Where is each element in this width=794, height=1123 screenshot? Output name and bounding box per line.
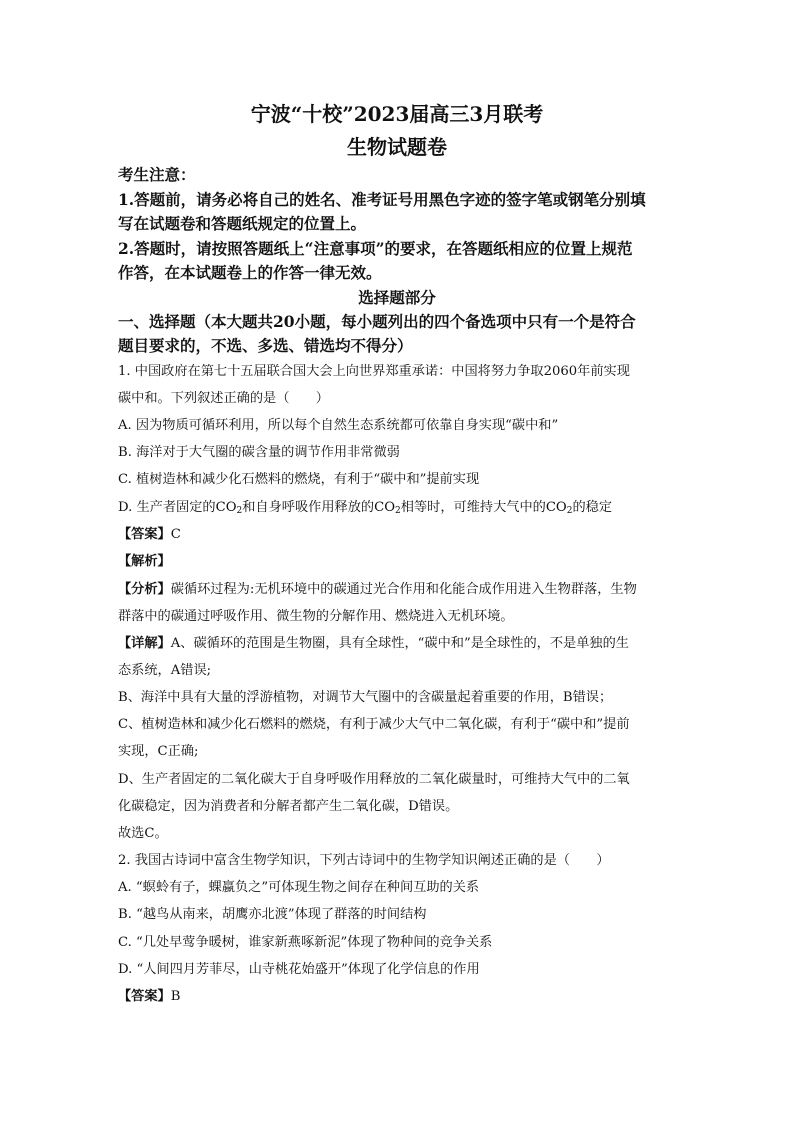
q2-stem: 2. 我国古诗词中富含生物学知识，下列古诗词中的生物学知识阐述正确的是（ ） [118, 853, 610, 868]
q1-xiangjie-line-3: B、海洋中具有大量的浮游植物，对调节大气圈中的含碳量起着重要的作用，B错误； [118, 690, 613, 705]
q1-stem-line-2: 碳中和。下列叙述正确的是（ ） [118, 391, 329, 406]
q1-option-b: B. 海洋对于大气圈的碳含量的调节作用非常微弱 [118, 445, 400, 460]
q1-option-c: C. 植树造林和减少化石燃料的燃烧，有利于“碳中和”提前实现 [118, 472, 480, 487]
part-title: 选择题部分 [358, 288, 436, 307]
exam-subtitle: 生物试题卷 [347, 135, 447, 159]
q1-fenxi-line-1: 【分析】碳循环过程为:无机环境中的碳通过光合作用和化能合成作用进入生物群落，生物 [118, 582, 637, 597]
q2-option-a: A. “螟蛉有子，蜾蠃负之”可体现生物之间存在种间互助的关系 [118, 880, 480, 895]
section-heading-line-2: 题目要求的，不选、多选、错选均不得分） [118, 336, 413, 355]
q1-xiangjie-line-6: D、生产者固定的二氧化碳大于自身呼吸作用释放的二氧化碳量时，可维持大气中的二氧 [118, 772, 630, 787]
q1-stem-line-1: 1. 中国政府在第七十五届联合国大会上向世界郑重承诺：中国将努力争取2060年前实现 [118, 364, 630, 379]
q2-answer: 【答案】B [118, 989, 181, 1004]
q1-analysis-label: 【解析】 [118, 554, 171, 569]
q1-xiangjie-line-7: 化碳稳定，因为消费者和分解者都产生二氧化碳，D错误。 [118, 799, 459, 814]
q1-xiangjie-line-1: 【详解】A、碳循环的范围是生物圈，具有全球性，“碳中和”是全球性的，不是单独的生 [118, 636, 629, 651]
q1-option-a: A. 因为物质可循环利用，所以每个自然生态系统都可依靠自身实现“碳中和” [118, 418, 559, 433]
q1-xiangjie-line-4: C、植树造林和减少化石燃料的燃烧，有利于减少大气中二氧化碳，有利于“碳中和”提前 [118, 717, 630, 732]
q2-option-d: D. “人间四月芳菲尽，山寺桃花始盛开”体现了化学信息的作用 [118, 962, 480, 977]
notice-heading: 考生注意： [118, 165, 196, 184]
q1-xiangjie-line-5: 实现，C正确; [118, 744, 199, 759]
notice-item-2-line-1: 2.答题时，请按照答题纸上“注意事项”的要求，在答题纸相应的位置上规范 [118, 239, 633, 258]
q1-fenxi-line-2: 群落中的碳通过呼吸作用、微生物的分解作用、燃烧进入无机环境。 [118, 609, 514, 624]
notice-item-2-line-2: 作答，在本试题卷上的作答一律无效。 [118, 263, 382, 282]
q2-option-c: C. “几处早莺争暖树，谁家新燕啄新泥”体现了物种间的竞争关系 [118, 935, 493, 950]
q1-answer: 【答案】C [118, 527, 181, 542]
exam-title: 宁波“十校”2023届高三3月联考 [250, 102, 544, 126]
notice-item-1-line-1: 1.答题前，请务必将自己的姓名、准考证号用黑色字迹的签字笔或钢笔分别填 [118, 190, 646, 209]
q2-option-b: B. “越鸟从南来，胡鹰亦北渡”体现了群落的时间结构 [118, 907, 427, 922]
section-heading-line-1: 一、选择题（本大题共20小题，每小题列出的四个备选项中只有一个是符合 [118, 312, 636, 331]
q1-conclusion: 故选C。 [118, 826, 168, 841]
notice-item-1-line-2: 写在试题卷和答题纸规定的位置上。 [118, 214, 367, 233]
q1-option-d: D. 生产者固定的$CO_2$和自身呼吸作用释放的$CO_2$相等时，可维持大气中的$CO_2$的稳定 [118, 500, 613, 516]
q1-xiangjie-line-2: 态系统，A错误; [118, 663, 212, 678]
